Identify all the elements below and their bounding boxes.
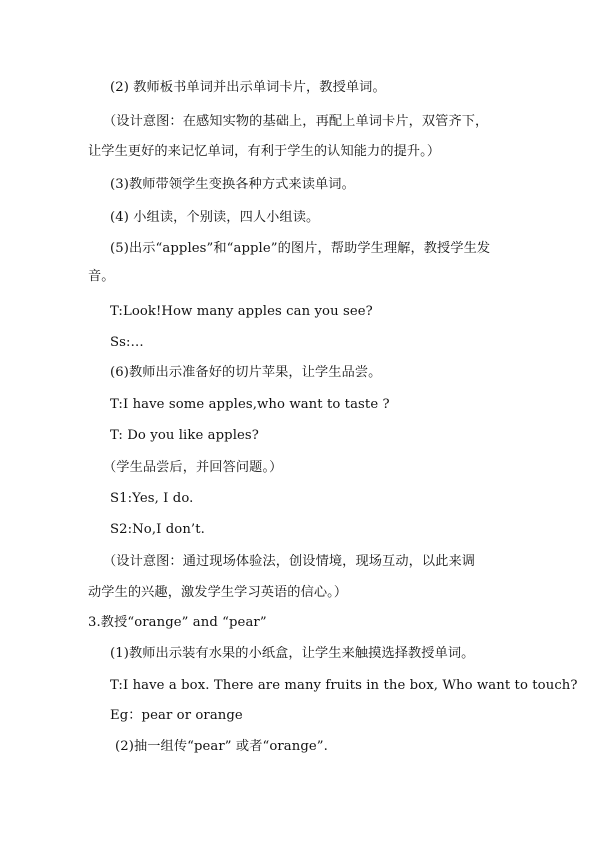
section-3-heading: 3.教授“orange” and “pear” [88,615,267,630]
step-6-apple-slices: (6)教师出示准备好的切片苹果，让学生品尝。 [110,365,382,380]
step-3-read-words: (3)教师带领学生变换各种方式来读单词。 [110,177,355,192]
dialogue-teacher-box: T:I have a box. There are many fruits in the box, Who want to touch? [110,678,578,693]
step-4-group-reading: (4) 小组读，个别读，四人小组读。 [110,210,320,225]
step-1-box-line: (1)教师出示装有水果的小纸盒，让学生来触摸选择教授单词。 [110,646,475,661]
design-intent-1-line-1: （设计意图：在感知实物的基础上，再配上单词卡片，双管齐下， [103,114,489,129]
step-2-pass-words: (2)抽一组传“pear” 或者“orange”. [115,739,328,754]
step-5-show-pictures-line-2: 音。 [88,269,115,284]
design-intent-2-line-1: （设计意图：通过现场体验法，创设情境，现场互动，以此来调 [103,554,476,569]
student-note: （学生品尝后，并回答问题。） [103,460,283,475]
dialogue-teacher-look: T:Look!How many apples can you see? [110,304,373,319]
dialogue-s2: S2:No,I don’t. [110,522,205,537]
dialogue-students: Ss:… [110,335,144,350]
step-5-show-pictures-line-1: (5)出示“apples”和“apple”的图片，帮助学生理解，教授学生发 [110,241,491,256]
design-intent-2-line-2: 动学生的兴趣，激发学生学习英语的信心。） [88,585,348,600]
dialogue-s1: S1:Yes, I do. [110,491,194,506]
step-2-write-words: (2) 教师板书单词并出示单词卡片，教授单词。 [110,80,386,95]
dialogue-teacher-like: T: Do you like apples? [110,428,259,443]
design-intent-1-line-2: 让学生更好的来记忆单词，有利于学生的认知能力的提升。） [88,144,441,159]
example-line: Eg：pear or orange [110,708,243,723]
dialogue-teacher-taste: T:I have some apples,who want to taste ? [110,397,390,412]
